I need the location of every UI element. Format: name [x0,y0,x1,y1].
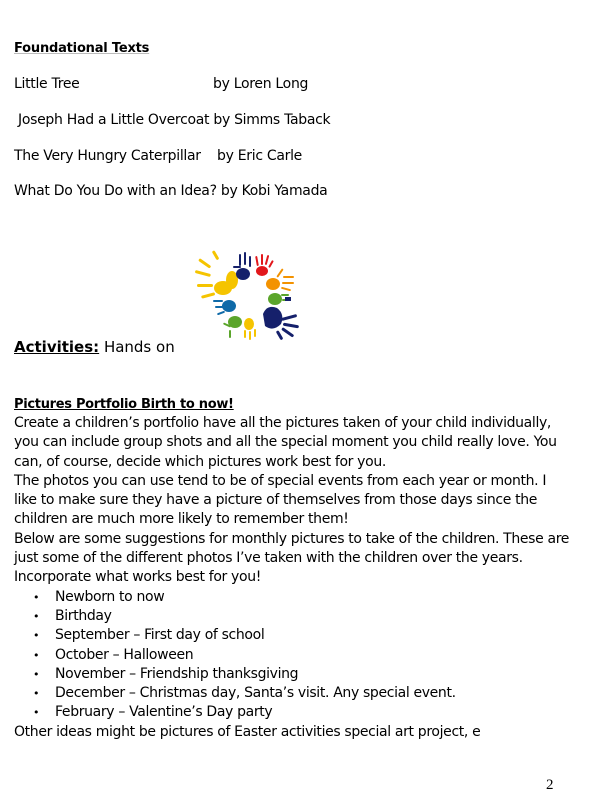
page-number: 2 [546,777,554,793]
book-entry [14,148,201,164]
list-item-text: Birthday [55,607,112,624]
list-item-text: November – Friendship thanksgiving [55,665,299,682]
list-item-text: December – Christmas day, Santa’s visit. Any special event. [55,685,456,702]
body-line: just some of the different photos I’ve taken with the children over the years. [14,550,523,567]
body-line: Create a children’s portfolio have all the pictures taken of your child individually, [14,415,552,431]
portfolio-body [14,414,574,742]
closing-line: Other ideas might be pictures of Easter activities special art project, e [14,723,481,740]
portfolio-heading: Pictures Portfolio Birth to now! [14,397,234,412]
book-title: The Very Hungry Caterpillar [14,148,201,164]
bullet-icon: • [33,667,40,681]
bullet-icon: • [33,629,40,643]
book-title: Little Tree [14,76,80,92]
book-entry [18,112,330,128]
body-line: Below are some suggestions for monthly pictures to take of the children. These are [14,530,570,547]
book-title: Joseph Had a Little Overcoat [18,112,210,128]
activities-label: Activities: [14,338,100,356]
list-item-text: October – Halloween [55,646,194,663]
body-line: children are much more likely to remember them! [14,511,349,528]
list-item [14,703,574,722]
list-item-text: Newborn to now [55,588,165,605]
bullet-icon: • [33,648,40,662]
book-author: by Simms Taback [213,112,331,128]
handprints-icon [193,246,305,346]
list-item [14,626,574,645]
list-item [14,665,574,684]
list-item [14,646,574,665]
bullet-icon: • [33,609,40,623]
bullet-icon: • [33,687,40,701]
handprints-image [193,246,305,346]
body-line: like to make sure they have a picture of themselves from those days since the [14,492,538,509]
activities-line [14,338,175,356]
bullet-icon: • [33,706,40,720]
book-entry [14,183,327,199]
list-item [14,588,574,607]
list-item [14,684,574,703]
book-author: by Eric Carle [217,148,302,164]
body-line: you can include group shots and all the special moment you child really love. You [14,434,557,451]
list-item [14,607,574,626]
bullet-icon: • [33,590,40,604]
book-author: by Loren Long [213,76,309,92]
body-line: can, of course, decide which pictures work best for you. [14,453,386,470]
body-line: The photos you can use tend to be of special events from each year or month. I [14,472,547,489]
book-author: by Kobi Yamada [220,183,328,199]
body-line: Incorporate what works best for you! [14,569,261,586]
book-title: What Do You Do with an Idea? [14,183,217,199]
foundational-texts-heading: Foundational Texts [14,41,150,56]
list-item-text: February – Valentine’s Day party [55,704,273,721]
suggestion-list [14,588,574,723]
activities-value: Hands on [103,338,175,356]
list-item-text: September – First day of school [55,627,265,644]
book-entry [14,76,80,92]
